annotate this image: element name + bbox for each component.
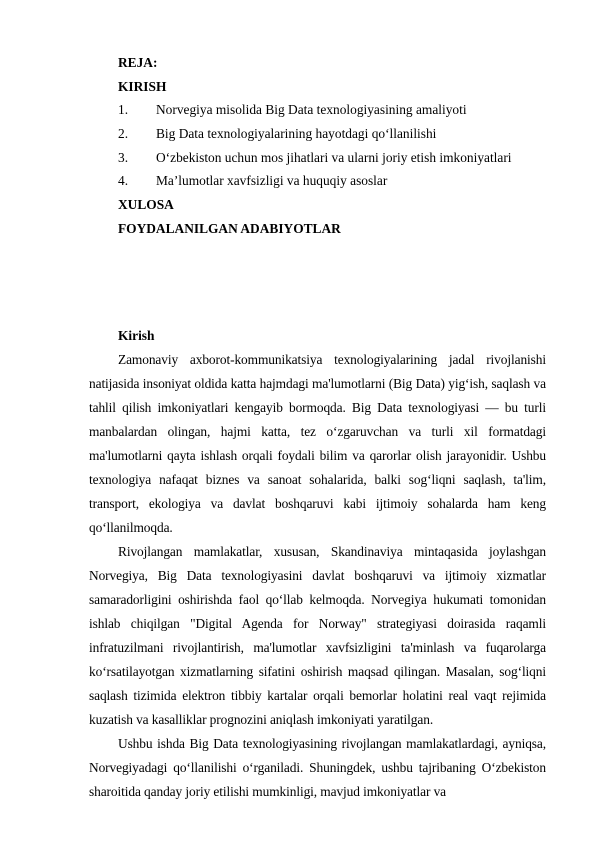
toc-item-text: Ma’lumotlar xavfsizligi va huquqiy asoslar [156,173,388,189]
toc-intro: KIRISH [118,78,167,94]
toc-item-number: 1. [118,102,129,118]
toc-item-text: O‘zbekiston uchun mos jihatlari va ularni joriy etish imkoniyatlari [156,149,512,165]
toc-item [118,146,538,170]
toc-item-number: 4. [118,173,129,189]
plan-heading: REJA: [118,55,158,70]
table-of-contents [118,51,538,241]
toc-item [118,98,538,122]
section-title: Kirish [118,328,155,343]
toc-conclusion: XULOSA [118,197,174,213]
section-body [89,348,546,804]
paragraph: Zamonaviy axborot-kommunikatsiya texnologiyalarining jadal rivojlanishi natijasida insoniyat oldida katta hajmdagi ma'lumotlarni (Big Data) yig‘ish, saqlash va tahlil qilish imkoniyatlari kengayib bormoqda. Big Data texnologiyasi — bu turli manbalardan olingan, hajmi katta, tez o‘zgaruvchan va turli xil formatdagi ma'lumotlarni qayta ishlash orqali foydali bilim va qarorlar olish jarayonidir. Ushbu texnologiya nafaqat biznes va sanoat sohalarida, balki sog‘liqni saqlash, ta'lim, transport, ekologiya va davlat boshqaruvi kabi ijtimoiy sohalarda ham keng qo‘llanilmoqda. [89,352,546,535]
toc-item-number: 3. [118,149,129,165]
toc-item [118,122,538,146]
paragraph: Rivojlangan mamlakatlar, xususan, Skandinaviya mintaqasida joylashgan Norvegiya, Big Data texnologiyasini davlat boshqaruvi va ijtimoiy xizmatlar samaradorligini oshirishda faol qo‘llab kelmoqda. Norvegiya hukumati tomonidan ishlab chiqilgan "Digital Agenda for Norway" strategiyasi doirasida raqamli infratuzilmani rivojlantirish, ma'lumotlar xavfsizligini ta'minlash va fuqarolarga ko‘rsatilayotgan xizmatlarning sifatini oshirish maqsad qilingan. Masalan, sog‘liqni saqlash tizimida elektron tibbiy kartalar orqali bemorlar holatini real vaqt rejimida kuzatish va kasalliklar prognozini aniqlash imkoniyati yaratilgan. [89,544,546,727]
toc-item-text: Norvegiya misolida Big Data texnologiyasining amaliyoti [156,102,467,118]
toc-item-text: Big Data texnologiyalarining hayotdagi qo‘llanilishi [156,126,437,142]
toc-item [118,169,538,193]
toc-references: FOYDALANILGAN ADABIYOTLAR [118,220,341,236]
toc-item-number: 2. [118,126,129,142]
paragraph: Ushbu ishda Big Data texnologiyasining rivojlangan mamlakatlardagi, ayniqsa, Norvegiyadagi qo‘llanilishi o‘rganiladi. Shuningdek, ushbu tajribaning O‘zbekiston sharoitida qanday joriy etilishi mumkinligi, mavjud imkoniyatlar va [89,736,546,799]
